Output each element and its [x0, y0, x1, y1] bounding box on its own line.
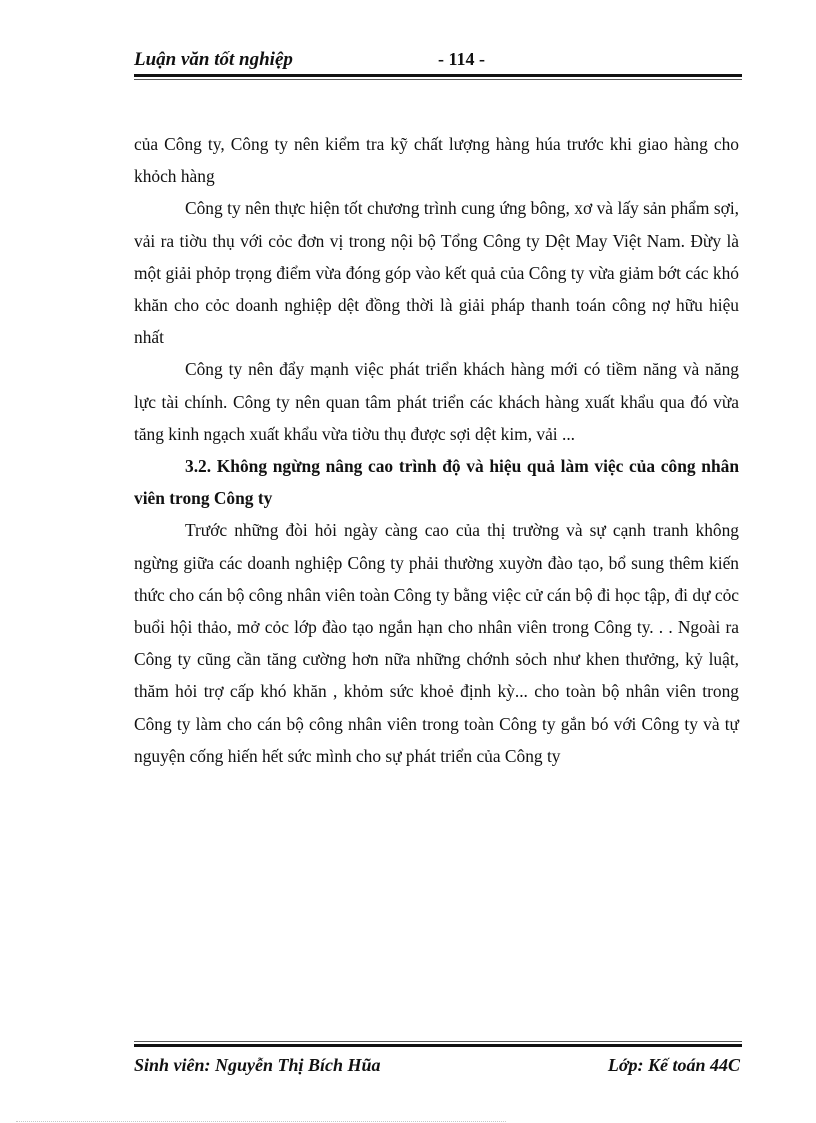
page-number: - 114 -	[438, 49, 485, 69]
document-title: Luận văn tốt nghiệp	[134, 49, 293, 70]
page-footer	[134, 1052, 742, 1078]
student-name: Sinh viên: Nguyễn Thị Bích Hũa	[134, 1055, 381, 1075]
paragraph-continuation: của Công ty, Công ty nên kiểm tra kỹ chất lượng hàng húa trước khi giao hàng cho khỏch hàng	[134, 134, 739, 187]
paragraph-supply-program: Công ty nên thực hiện tốt chương trình cung ứng bông, xơ và lấy sản phẩm sợi, vải ra tiờu thụ với cỏc đơn vị trong nội bộ Tổng Công ty Dệt May Việt Nam. Đừy là một giải phỏp trọng điểm vừa đóng góp vào kết quả của Công ty vừa giảm bớt các khó khăn cho cỏc doanh nghiệp dệt đồng thời là giải pháp thanh toán công nợ hữu hiệu nhất	[134, 198, 739, 348]
header-divider	[134, 74, 742, 80]
paragraph-staff-training: Trước những đòi hỏi ngày càng cao của thị trường và sự cạnh tranh không ngừng giữa các doanh nghiệp Công ty phải thường xuyờn đào tạo, bổ sung thêm kiến thức cho cán bộ công nhân viên toàn Công ty bằng việc cử cán bộ đi học tập, đi dự cỏc buổi hội thảo, mở cỏc lớp đào tạo ngắn hạn cho nhân viên trong Công ty. . . Ngoài ra Công ty cũng cần tăng cường hơn nữa những chớnh sỏch như khen thưởng, kỷ luật, thăm hỏi trợ cấp khó khăn , khỏm sức khoẻ định kỳ... cho toàn bộ nhân viên trong Công ty làm cho cán bộ công nhân viên trong toàn Công ty gắn bó với Công ty và tự nguyện cống hiến hết sức mình cho sự phát triển của Công ty	[134, 520, 739, 766]
section-heading-3-2: 3.2. Không ngừng nâng cao trình độ và hiệu quả làm việc của công nhân viên trong Công ty	[134, 456, 739, 509]
footer-divider	[134, 1041, 742, 1047]
page-edge-dotted-line	[16, 1121, 506, 1122]
paragraph-new-customers: Công ty nên đẩy mạnh việc phát triển khách hàng mới có tiềm năng và năng lực tài chính. Công ty nên quan tâm phát triển các khách hàng xuất khẩu qua đó vừa tăng kinh ngạch xuất khẩu vừa tiờu thụ được sợi dệt kim, vải ...	[134, 359, 739, 444]
page-header	[134, 48, 742, 72]
class-name: Lớp: Kế toán 44C	[607, 1055, 740, 1075]
document-body	[134, 128, 739, 772]
